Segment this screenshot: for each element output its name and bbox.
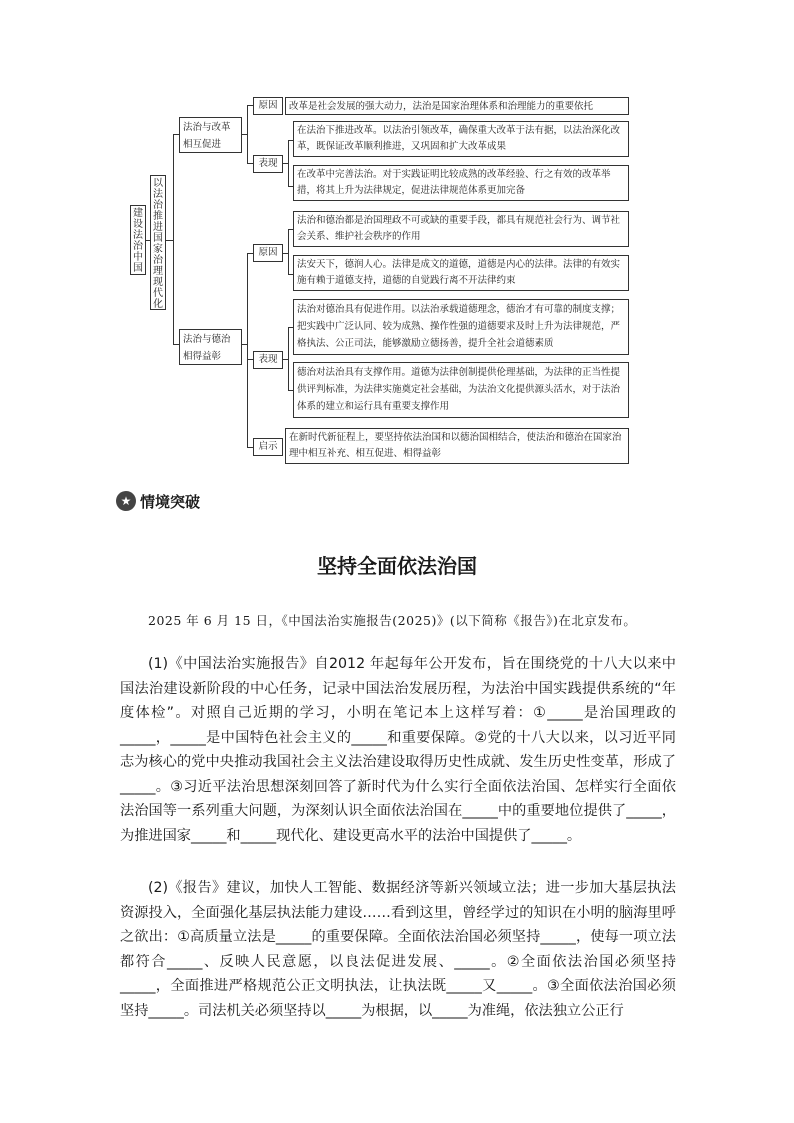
question-2-paragraph: (2)《报告》建议，加快人工智能、数据经济等新兴领域立法；进一步加大基层执法资源投入，全面强化基层执法能力建设……看到这里，曾经学过的知识在小明的脑海里呼之欲出：①高质量立法是_____的重要保障。全面依法治国必须坚持_____，使每一项立法都符合_____、反映人民意愿，以良法促进发展、_____。②全面依法治国必须坚持_____，全面推进严格规范公正文明执法，让执法既_____又_____。③全面依法治国必须坚持_____。司法机关必须坚持以_____为根据，以_____为准绳，依法独立公正行	[120, 880, 676, 1019]
branch2-title: 法治与德治相得益彰	[179, 329, 242, 365]
mindmap-level2: 以法治推进国家治理现代化	[150, 175, 166, 310]
question-1-paragraph: (1)《中国法治实施报告》自2012 年起每年公开发布，旨在围绕党的十八大以来中国法治建设新阶段的中心任务，记录中国法治发展历程，为法治中国实践提供系统的“年度体检”。对照自己近期的学习，小明在笔记本上这样写着：①_____是治国理政的_____，_____是中国特色社会主义的_____和重要保障。②党的十八大以来，以习近平同志为核心的党中央推动我国社会主义法治建设取得历史性成就、发生历史性变革，形成了_____。③习近平法治思想深刻回答了新时代为什么实行全面依法治国、怎样实行全面依法治国等一系列重大问题，为深刻认识全面依法治国在_____中的重要地位提供了_____，为推进国家_____和_____现代化、建设更高水平的法治中国提供了_____。	[120, 656, 676, 844]
star-icon: ★	[116, 491, 136, 511]
branch2-reason-label: 原因	[253, 244, 283, 262]
section-heading-text: 情境突破	[140, 492, 201, 511]
mindmap-root: 建设法治中国	[130, 205, 146, 275]
branch1-show-label: 表现	[253, 155, 283, 173]
branch2-show-2: 德治对法治具有支撑作用。道德为法律创制提供伦理基础，为法律的正当性提供评判标准，为法律实施奠定社会基础，为法治文化提供源头活水，对于法治体系的建立和运行具有重要支撑作用	[293, 362, 629, 418]
section-heading	[116, 490, 200, 512]
branch1-show-1: 在法治下推进改革。以法治引领改革，确保重大改革于法有据，以法治深化改革，既保证改革顺利推进，又巩固和扩大改革成果	[293, 121, 629, 157]
branch1-reason-label: 原因	[253, 97, 283, 115]
branch1-reason: 改革是社会发展的强大动力，法治是国家治理体系和治理能力的重要依托	[285, 97, 629, 115]
branch2-insight: 在新时代新征程上，要坚持依法治国和以德治国相结合，使法治和德治在国家治理中相互补充、相互促进、相得益彰	[285, 428, 629, 464]
branch2-insight-label: 启示	[253, 438, 283, 456]
branch2-reason-1: 法治和德治都是治国理政不可或缺的重要手段，都具有规范社会行为、调节社会关系、维护社会秩序的作用	[293, 211, 629, 247]
branch1-show-2: 在改革中完善法治。对于实践证明比较成熟的改革经验、行之有效的改革举措，将其上升为法律规定，促进法律规范体系更加完备	[293, 165, 629, 201]
article-intro: 2025 年 6 月 15 日，《中国法治实施报告(2025)》(以下简称《报告》)在北京发布。	[148, 613, 637, 628]
branch2-show-1: 法治对德治具有促进作用。以法治承载道德理念，德治才有可靠的制度支撑；把实践中广泛认同、较为成熟、操作性强的道德要求及时上升为法律规范，严格执法、公正司法，能够激励立德扬善，提升全社会道德素质	[293, 299, 629, 355]
branch1-title: 法治与改革相互促进	[179, 117, 242, 153]
branch2-show-label: 表现	[253, 351, 283, 369]
branch2-reason-2: 法安天下，德润人心。法律是成文的道德，道德是内心的法律。法律的有效实施有赖于道德支持，道德的自觉践行离不开法律约束	[293, 255, 629, 291]
article-title: 坚持全面依法治国	[317, 554, 477, 578]
